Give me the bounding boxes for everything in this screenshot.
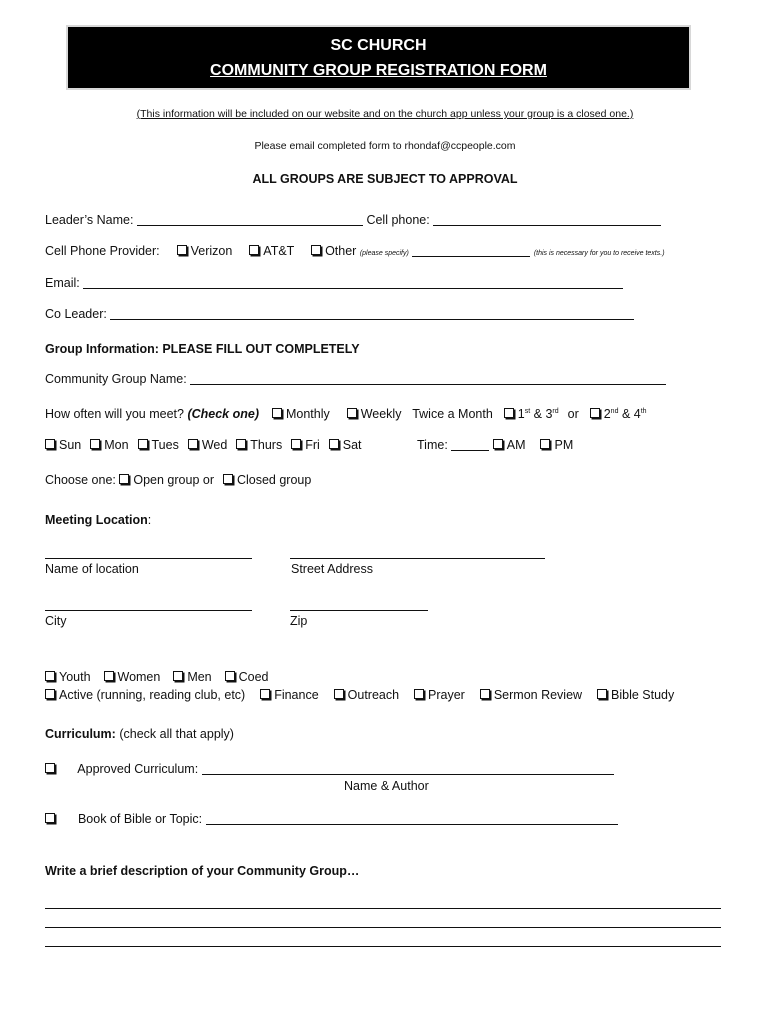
thurs-label: Thurs [250, 438, 283, 452]
location-name-field[interactable] [45, 558, 252, 559]
monthly-checkbox[interactable] [272, 408, 282, 418]
outreach-checkbox[interactable] [334, 689, 344, 699]
curriculum-hint: (check all that apply) [119, 727, 234, 741]
monthly-label: Monthly [285, 407, 330, 421]
book-topic-checkbox[interactable] [45, 813, 55, 823]
text-necessity-hint: (this is necessary for you to receive texts.) [533, 250, 665, 257]
wed-checkbox[interactable] [188, 439, 198, 449]
coleader-field[interactable] [110, 307, 634, 320]
am-label: AM [506, 438, 526, 452]
att-label: AT&T [263, 244, 295, 258]
first-sup: st [524, 408, 531, 415]
approved-curriculum-row [45, 762, 614, 776]
coed-checkbox[interactable] [225, 671, 235, 681]
meeting-location-heading [45, 513, 151, 527]
fri-checkbox[interactable] [291, 439, 301, 449]
bible-study-checkbox[interactable] [597, 689, 607, 699]
or-label: or [567, 407, 579, 421]
email-note: Please email completed form to rhondaf@ccpeople.com [254, 140, 516, 152]
approval-notice: ALL GROUPS ARE SUBJECT TO APPROVAL [252, 172, 518, 186]
curriculum-heading: Curriculum: [45, 727, 116, 741]
email-row [45, 276, 623, 290]
cell-phone-field[interactable] [433, 213, 661, 226]
form-title: COMMUNITY GROUP REGISTRATION FORM [210, 62, 547, 79]
sun-label: Sun [59, 438, 82, 452]
website-note: (This information will be included on our website and on the church app unless your group is a closed one.) [136, 108, 634, 120]
finance-label: Finance [274, 688, 319, 702]
finance-checkbox[interactable] [260, 689, 270, 699]
first-third-checkbox[interactable] [504, 408, 514, 418]
weekly-label: Weekly [360, 407, 402, 421]
sat-label: Sat [342, 438, 362, 452]
name-author-label: Name & Author [344, 779, 429, 793]
coleader-label: Co Leader: [45, 307, 107, 321]
book-topic-row [45, 812, 618, 826]
sermon-review-checkbox[interactable] [480, 689, 490, 699]
men-label: Men [187, 670, 212, 684]
street-address-label: Street Address [291, 562, 373, 576]
fri-label: Fri [305, 438, 320, 452]
tues-label: Tues [151, 438, 179, 452]
am-checkbox[interactable] [493, 439, 503, 449]
prayer-checkbox[interactable] [414, 689, 424, 699]
church-name: SC CHURCH [330, 37, 427, 54]
bible-study-label: Bible Study [611, 688, 675, 702]
meeting-location-label: Meeting Location [45, 513, 148, 527]
women-checkbox[interactable] [104, 671, 114, 681]
city-field[interactable] [45, 610, 252, 611]
description-heading: Write a brief description of your Community Group… [45, 864, 360, 878]
group-name-label: Community Group Name: [45, 372, 187, 386]
meet-label: How often will you meet? [45, 407, 184, 421]
other-provider-checkbox[interactable] [311, 245, 321, 255]
provider-row [45, 244, 665, 258]
group-type-row [45, 473, 311, 487]
zip-field[interactable] [290, 610, 428, 611]
group-info-heading: Group Information: PLEASE FILL OUT COMPLETELY [45, 342, 360, 356]
att-checkbox[interactable] [249, 245, 259, 255]
fourth-label: & 4 [618, 407, 641, 421]
book-topic-field[interactable] [206, 812, 618, 825]
zip-label: Zip [290, 614, 308, 628]
second-fourth-checkbox[interactable] [590, 408, 600, 418]
mon-label: Mon [104, 438, 129, 452]
fourth-sup: th [640, 408, 647, 415]
pm-checkbox[interactable] [540, 439, 550, 449]
sermon-review-label: Sermon Review [493, 688, 583, 702]
first-label: 1 [517, 407, 525, 421]
approved-curriculum-checkbox[interactable] [45, 763, 55, 773]
location-name-label: Name of location [45, 562, 139, 576]
wed-label: Wed [201, 438, 228, 452]
street-address-field[interactable] [290, 558, 545, 559]
active-label: Active (running, reading club, etc) [59, 688, 246, 702]
coleader-row [45, 307, 634, 321]
cell-phone-label: Cell phone: [366, 213, 430, 227]
third-sup: rd [552, 408, 559, 415]
time-label: Time: [417, 438, 448, 452]
email-label: Email: [45, 276, 80, 290]
approved-curriculum-label: Approved Curriculum: [77, 762, 199, 776]
meeting-location-colon: : [147, 513, 152, 527]
youth-label: Youth [59, 670, 91, 684]
closed-group-label: Closed group [236, 473, 312, 487]
form-header [68, 27, 689, 88]
sun-checkbox[interactable] [45, 439, 55, 449]
description-line-3[interactable] [45, 946, 721, 947]
second-sup: nd [610, 408, 619, 415]
men-checkbox[interactable] [173, 671, 183, 681]
prayer-label: Prayer [428, 688, 465, 702]
choose-label: Choose one: [45, 473, 116, 487]
youth-checkbox[interactable] [45, 671, 55, 681]
leader-name-label: Leader’s Name: [45, 213, 134, 227]
active-checkbox[interactable] [45, 689, 55, 699]
curriculum-row [45, 727, 234, 741]
book-topic-label: Book of Bible or Topic: [77, 812, 203, 826]
approved-curriculum-field[interactable] [202, 762, 614, 775]
pm-label: PM [554, 438, 574, 452]
email-field[interactable] [83, 276, 623, 289]
tues-checkbox[interactable] [138, 439, 148, 449]
provider-label: Cell Phone Provider: [45, 244, 160, 258]
mon-checkbox[interactable] [90, 439, 100, 449]
meet-frequency-row [45, 407, 647, 421]
open-group-checkbox[interactable] [119, 474, 129, 484]
other-provider-hint: (please specify) [359, 250, 409, 257]
other-provider-field[interactable] [412, 244, 530, 257]
twice-month-label: Twice a Month [412, 407, 493, 421]
type-row [45, 688, 674, 702]
verizon-checkbox[interactable] [177, 245, 187, 255]
outreach-label: Outreach [347, 688, 400, 702]
time-field[interactable] [451, 438, 489, 451]
other-provider-label: Other [325, 244, 357, 258]
second-label: 2 [603, 407, 611, 421]
days-row [45, 438, 362, 452]
women-label: Women [117, 670, 161, 684]
weekly-checkbox[interactable] [347, 408, 357, 418]
time-row [417, 438, 573, 452]
description-line-1[interactable] [45, 908, 721, 909]
closed-group-checkbox[interactable] [223, 474, 233, 484]
coed-label: Coed [238, 670, 269, 684]
leader-name-row [45, 213, 661, 227]
group-name-row [45, 372, 666, 386]
audience-row [45, 670, 269, 684]
group-name-field[interactable] [190, 372, 666, 385]
description-line-2[interactable] [45, 927, 721, 928]
city-label: City [45, 614, 67, 628]
verizon-label: Verizon [190, 244, 233, 258]
open-group-label: Open group or [133, 473, 214, 487]
sat-checkbox[interactable] [329, 439, 339, 449]
third-label: & 3 [530, 407, 553, 421]
meet-hint: (Check one) [187, 407, 259, 421]
thurs-checkbox[interactable] [236, 439, 246, 449]
leader-name-field[interactable] [137, 213, 363, 226]
